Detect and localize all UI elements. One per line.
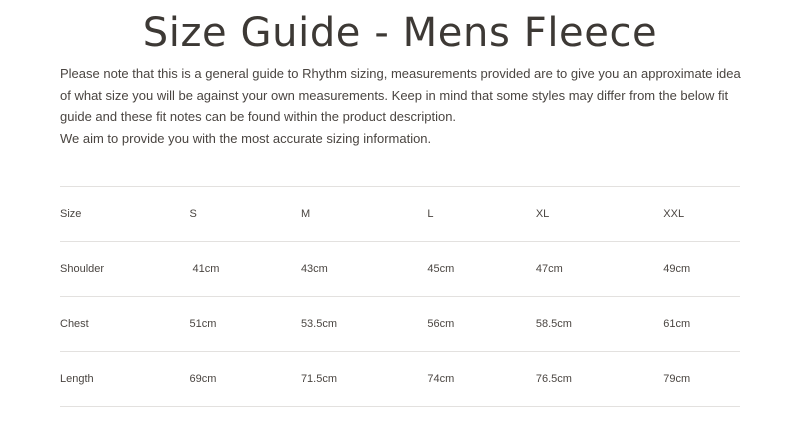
table-cell: 76.5cm: [536, 352, 663, 407]
table-cell: 69cm: [189, 352, 300, 407]
table-cell: 51cm: [189, 297, 300, 352]
table-cell: 41cm: [189, 242, 300, 297]
table-cell: 58.5cm: [536, 297, 663, 352]
intro-paragraph: Please note that this is a general guide to Rhythm sizing, measurements provided are to give you an approximate idea of what size you will be against your own measurements. Keep in mind that some styles may differ from the below fit guide and these fit notes can be found within the product description.: [60, 66, 741, 124]
header-cell-l: L: [427, 187, 535, 242]
table-cell: 71.5cm: [301, 352, 427, 407]
page-title: Size Guide - Mens Fleece: [142, 10, 658, 56]
table-cell: 56cm: [427, 297, 535, 352]
table-cell: 74cm: [427, 352, 535, 407]
table-cell: 49cm: [663, 242, 740, 297]
size-table: [60, 186, 740, 407]
table-row-chest: [60, 297, 740, 352]
row-label-chest: Chest: [60, 297, 189, 352]
intro-text: [60, 63, 750, 149]
header-cell-size: Size: [60, 187, 189, 242]
table-cell: 53.5cm: [301, 297, 427, 352]
header-cell-xxl: XXL: [663, 187, 740, 242]
table-row-length: [60, 352, 740, 407]
header-cell-xl: XL: [536, 187, 663, 242]
header-cell-s: S: [189, 187, 300, 242]
table-row-shoulder: [60, 242, 740, 297]
table-cell: 45cm: [427, 242, 535, 297]
row-label-length: Length: [60, 352, 189, 407]
table-header-row: [60, 187, 740, 242]
table-cell: 43cm: [301, 242, 427, 297]
table-cell: 79cm: [663, 352, 740, 407]
table-cell: 47cm: [536, 242, 663, 297]
table-cell: 61cm: [663, 297, 740, 352]
row-label-shoulder: Shoulder: [60, 242, 189, 297]
header-cell-m: M: [301, 187, 427, 242]
intro-paragraph-accuracy: We aim to provide you with the most accurate sizing information.: [60, 130, 432, 146]
